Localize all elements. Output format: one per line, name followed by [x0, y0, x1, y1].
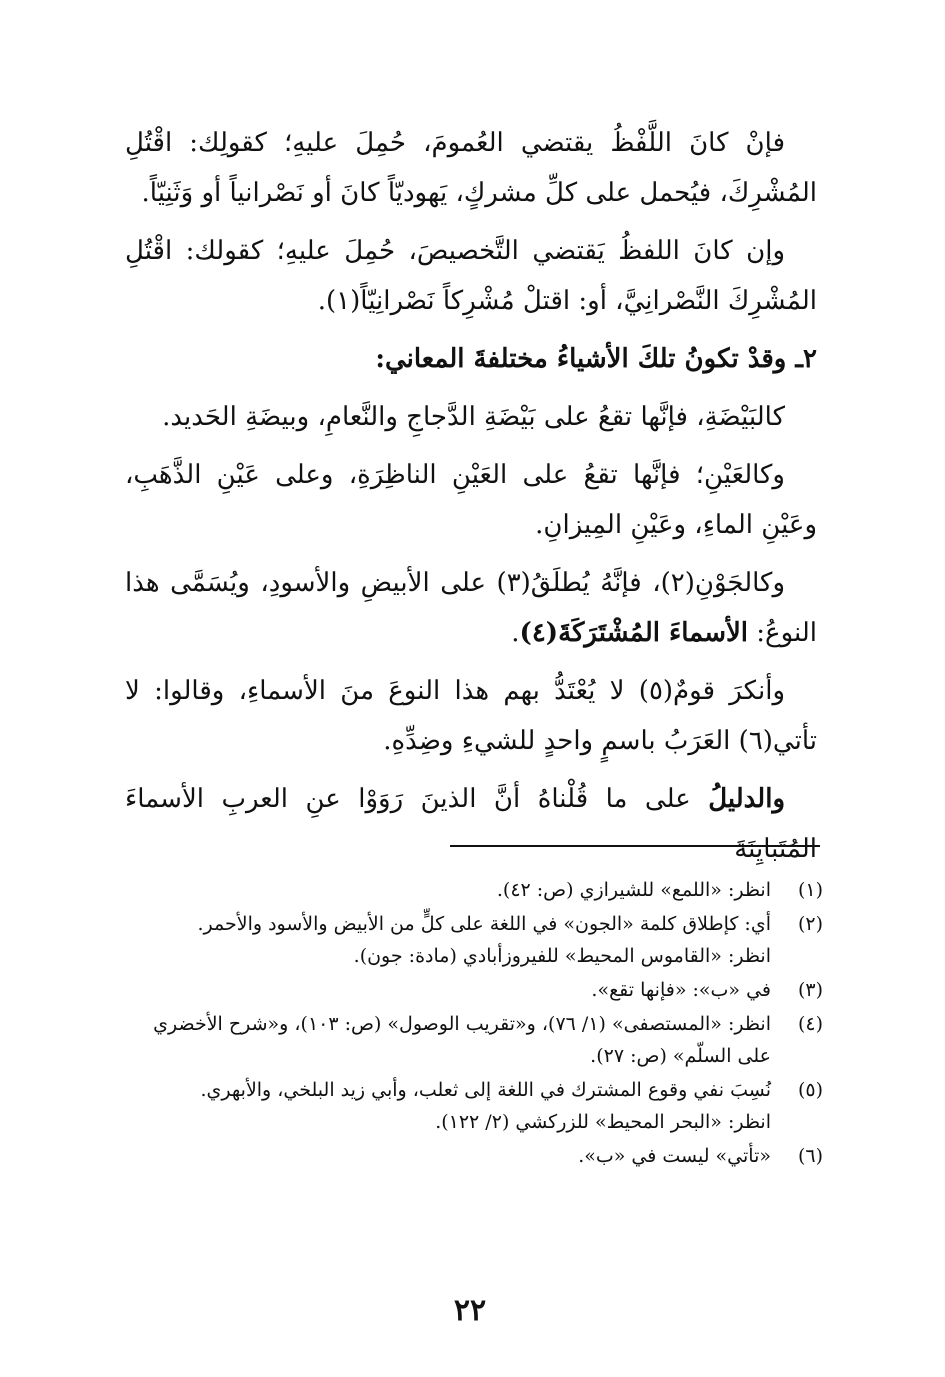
paragraph-text: وإن كانَ اللفظُ يَقتضي التَّخصيصَ، حُمِلَ عليهِ؛ كقولك: اقْتُلِ المُشْرِكَ النَّصْرانِيَّ، أو: اقتلْ مُشْرِكاً نَصْرانِيّاً(١). [125, 236, 817, 316]
footnote-body [123, 874, 771, 906]
bold-lead-word: والدليلُ [708, 784, 786, 814]
footnote-number: (٦) [797, 1145, 823, 1167]
paragraph-general-term [125, 118, 817, 218]
bold-term: الأسماءَ المُشْتَرَكَةَ(٤) [519, 618, 749, 648]
paragraph-evidence [125, 774, 817, 874]
footnote-body [123, 1074, 771, 1138]
footnote-line: انظر: «اللمع» للشيرازي (ص: ٤٢). [496, 879, 771, 901]
paragraph-text: وكالجَوْنِ(٢)، فإنَّهُ يُطلَقُ(٣) على الأبيضِ والأسودِ، ويُسَمَّى هذا النوعُ: [125, 568, 817, 648]
footnote-item [123, 1008, 823, 1072]
paragraph-eye-example [125, 450, 817, 550]
paragraph-text: وأنكرَ قومٌ(٥) لا يُعْتَدُّ بهم هذا النوعَ منَ الأسماءِ، وقالوا: لا تأتي(٦) العَرَبُ باسمٍ واحدٍ للشيءِ وضِدِّهِ. [125, 676, 817, 756]
footnote-body [123, 1008, 771, 1072]
main-text-body [125, 118, 817, 882]
paragraph-text: وكالعَيْنِ؛ فإنَّها تقعُ على العَيْنِ الناظِرَةِ، وعلى عَيْنِ الذَّهَبِ، وعَيْنِ الماءِ، وعَيْنِ المِيزانِ. [125, 460, 817, 540]
footnote-body [123, 908, 771, 972]
footnote-body [123, 1140, 771, 1172]
footnote-number: (٢) [797, 913, 823, 935]
footnote-body [123, 974, 771, 1006]
footnote-number: (٤) [797, 1013, 823, 1035]
paragraph-jawn-example [125, 558, 817, 658]
footnote-line: انظر: «البحر المحيط» للزركشي (٢/ ١٢٢). [435, 1111, 771, 1133]
footnote-line: «تأتي» ليست في «ب». [578, 1145, 771, 1167]
footnote-number: (٣) [797, 979, 823, 1001]
sentence-end: . [511, 618, 520, 648]
footnote-item [123, 908, 823, 972]
paragraph-denial [125, 666, 817, 766]
footnote-line: نُسِبَ نفي وقوع المشترك في اللغة إلى ثعلب، وأبي زيد البلخي، والأبهري. [200, 1079, 771, 1101]
heading-text: ٢ـ وقدْ تكونُ تلكَ الأشياءُ مختلفةَ المعاني: [375, 344, 817, 374]
paragraph-text: على ما قُلْناهُ أنَّ الذينَ رَوَوْا عنِ العربِ الأسماءَ المُتَبايِنَةَ [125, 784, 817, 864]
page-number: ٢٢ [453, 1293, 487, 1328]
footnote-number: (٥) [797, 1079, 823, 1101]
footnote-item [123, 874, 823, 906]
footnote-item [123, 1074, 823, 1138]
footnote-line: انظر: «القاموس المحيط» للفيروزأبادي (مادة: جون). [353, 945, 771, 967]
footnote-separator [450, 845, 820, 847]
paragraph-specific-term [125, 226, 817, 326]
footnote-line: أي: كإطلاق كلمة «الجون» في اللغة على كلٍّ من الأبيض والأسود والأحمر. [197, 913, 771, 935]
footnotes [123, 874, 823, 1174]
footnote-number: (١) [797, 879, 823, 901]
paragraph-egg-example [125, 392, 817, 442]
footnote-line: انظر: «المستصفى» (١/ ٧٦)، و«تقريب الوصول» (ص: ١٠٣)، و«شرح الأخضري على السلّم» (ص: ٢٧). [153, 1013, 771, 1067]
paragraph-text: كالبَيْضَةِ، فإنَّها تقعُ على بَيْضَةِ الدَّجاجِ والنَّعامِ، وبيضَةِ الحَديد. [162, 402, 785, 432]
section-heading [125, 334, 817, 384]
footnote-line: في «ب»: «فإنها تقع». [591, 979, 771, 1001]
footnote-item [123, 974, 823, 1006]
paragraph-text: فإنْ كانَ اللَّفْظُ يقتضي العُمومَ، حُمِلَ عليهِ؛ كقولِك: اقْتُلِ المُشْرِكَ، فيُحمل على كلِّ مشركٍ، يَهوديّاً كانَ أو نَصْرانياً أو وَثَنِيّاً. [125, 128, 817, 208]
footnote-item [123, 1140, 823, 1172]
